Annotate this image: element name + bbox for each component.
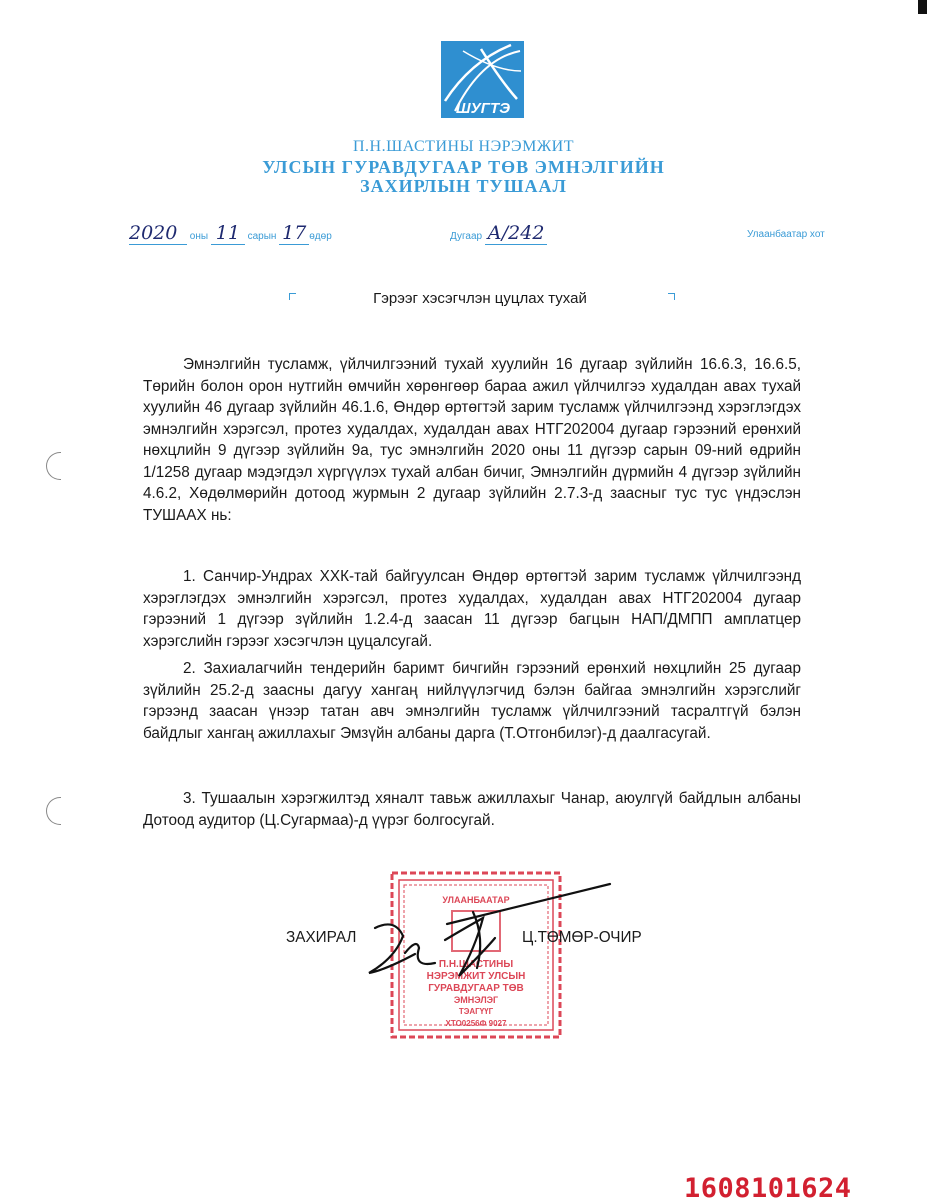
- stamp-top-text: УЛААНБААТАР: [442, 895, 510, 905]
- stamp-line-4: ЭМНЭЛЭГ: [453, 995, 499, 1005]
- date-row: [129, 222, 332, 245]
- stamp-reg: ХТО0256Ф 9027: [445, 1019, 507, 1028]
- stamp-line-5: ТЭАГҮҮГ: [458, 1007, 494, 1016]
- stamp-line-3: ГУРАВДУГААР ТӨВ: [428, 983, 524, 994]
- hospital-logo: [441, 41, 524, 118]
- order-month: 11: [211, 222, 245, 245]
- logo-text: ШУГТЭ: [455, 100, 511, 117]
- scan-edge-mark: [918, 0, 927, 14]
- handwritten-signature: [355, 878, 615, 988]
- header-line-3: ЗАХИРЛЫН ТУШААЛ: [360, 176, 567, 196]
- intro-paragraph: Эмнэлгийн тусламж, үйлчилгээний тухай хуулийн 16 дугаар зүйлийн 16.6.3, 16.6.5, Төрийн болон орон нутгийн өмчийн хөрөнгөөр бараа ажил үйлчилгээ худалдан авах тухай хуулийн 46 дугаар зүйлийн 46.1.6, Өндөр өртөгтэй зарим тусламж үйлчилгээнд хэрэглэгдэх эмнэлгийн хэрэгсэл, протез худалдах, худалдан авах НТГ202004 дугаар гэрээний ерөнхий нөхцлийн 9 дүгээр зүйлийн 9а, тус эмнэлгийн 2020 оны 11 дүгээр сарын 09-ний өдрийн 1/1258 дугаар мэдэгдэл хүргүүлэх тухай албан бичиг, Эмнэлгийн дүрмийн 4 дүгээр зүйлийн 4.6.2, Хөдөлмөрийн дотоод журмын 2 дугаар зүйлийн 2.7.3-д заасныг тус тус үндэслэн ТУШААХ нь:: [143, 356, 801, 524]
- year-label: оны: [189, 231, 209, 242]
- order-item-2: 2. Захиалагчийн тендерийн баримт бичгийн гэрээний ерөнхий нөхцлийн 25 дугаар зүйлийн 25.2-д заасны дагуу хангаң нийлүүлэгчид бэлэн байгаа эмнэлгийн хэрэгслийг гэрээнд заасан үнээр татан авч эмнэлгийн тусламж үйлчилгээний тасралтгүй бэлэн байдлыг хангаң ажиллахыг Эмзүйн албаны дарга (Т.Отгонбилэг)-д даалгасугай.: [143, 660, 801, 742]
- number-label: Дугаар: [450, 231, 483, 242]
- document-serial-number: 1608101624: [684, 1173, 852, 1204]
- month-label: сарын: [247, 231, 277, 242]
- order-day: 17: [279, 222, 309, 245]
- punch-hole-bottom: [46, 797, 61, 825]
- stamp-line-1: П.Н.ШАСТИНЫ: [438, 959, 514, 970]
- order-item-3: 3. Тушаалын хэрэгжилтэд хяналт тавьж ажиллахыг Чанар, аюулгүй байдлын албаны Дотоод аудитор (Ц.Сугармаа)-д үүрэг болгосугай.: [143, 790, 801, 829]
- punch-hole-top: [46, 452, 61, 480]
- stamp-line-2: НЭРЭМЖИТ УЛСЫН: [426, 971, 526, 982]
- signatory-name: Ц.ТӨМӨР-ОЧИР: [522, 929, 642, 946]
- subject-corner-right: [668, 293, 675, 300]
- order-subject: Гэрээг хэсэгчлэн цуцлах тухай: [373, 290, 587, 307]
- city-label: Улаанбаатар хот: [747, 229, 825, 240]
- signatory-title: ЗАХИРАЛ: [286, 929, 357, 946]
- day-label: өдөр: [309, 231, 332, 242]
- number-row: [450, 222, 547, 245]
- subject-corner-left: [289, 293, 296, 300]
- order-number: А/242: [485, 222, 547, 245]
- header-line-1: П.Н.ШАСТИНЫ НЭРЭМЖИТ: [353, 138, 574, 155]
- order-year: 2020: [129, 222, 187, 245]
- header-line-2: УЛСЫН ГУРАВДУГААР ТӨВ ЭМНЭЛГИЙН: [262, 157, 665, 177]
- order-item-1: 1. Санчир-Ундрах ХХК-тай байгуулсан Өндөр өртөгтэй зарим тусламж үйлчилгээнд хэрэглэгдэх эмнэлгийн хэрэгсэл, протез худалдах, худалдан авах НТГ202004 дугаар гэрээний 1 дүгээр зүйлийн 1.2.4-д заасан 11 дүгээр багцын НАП/ДМПП амплатцер хэрэгслийн гэрээг хэсэгчлэн цуцалсугай.: [143, 568, 801, 650]
